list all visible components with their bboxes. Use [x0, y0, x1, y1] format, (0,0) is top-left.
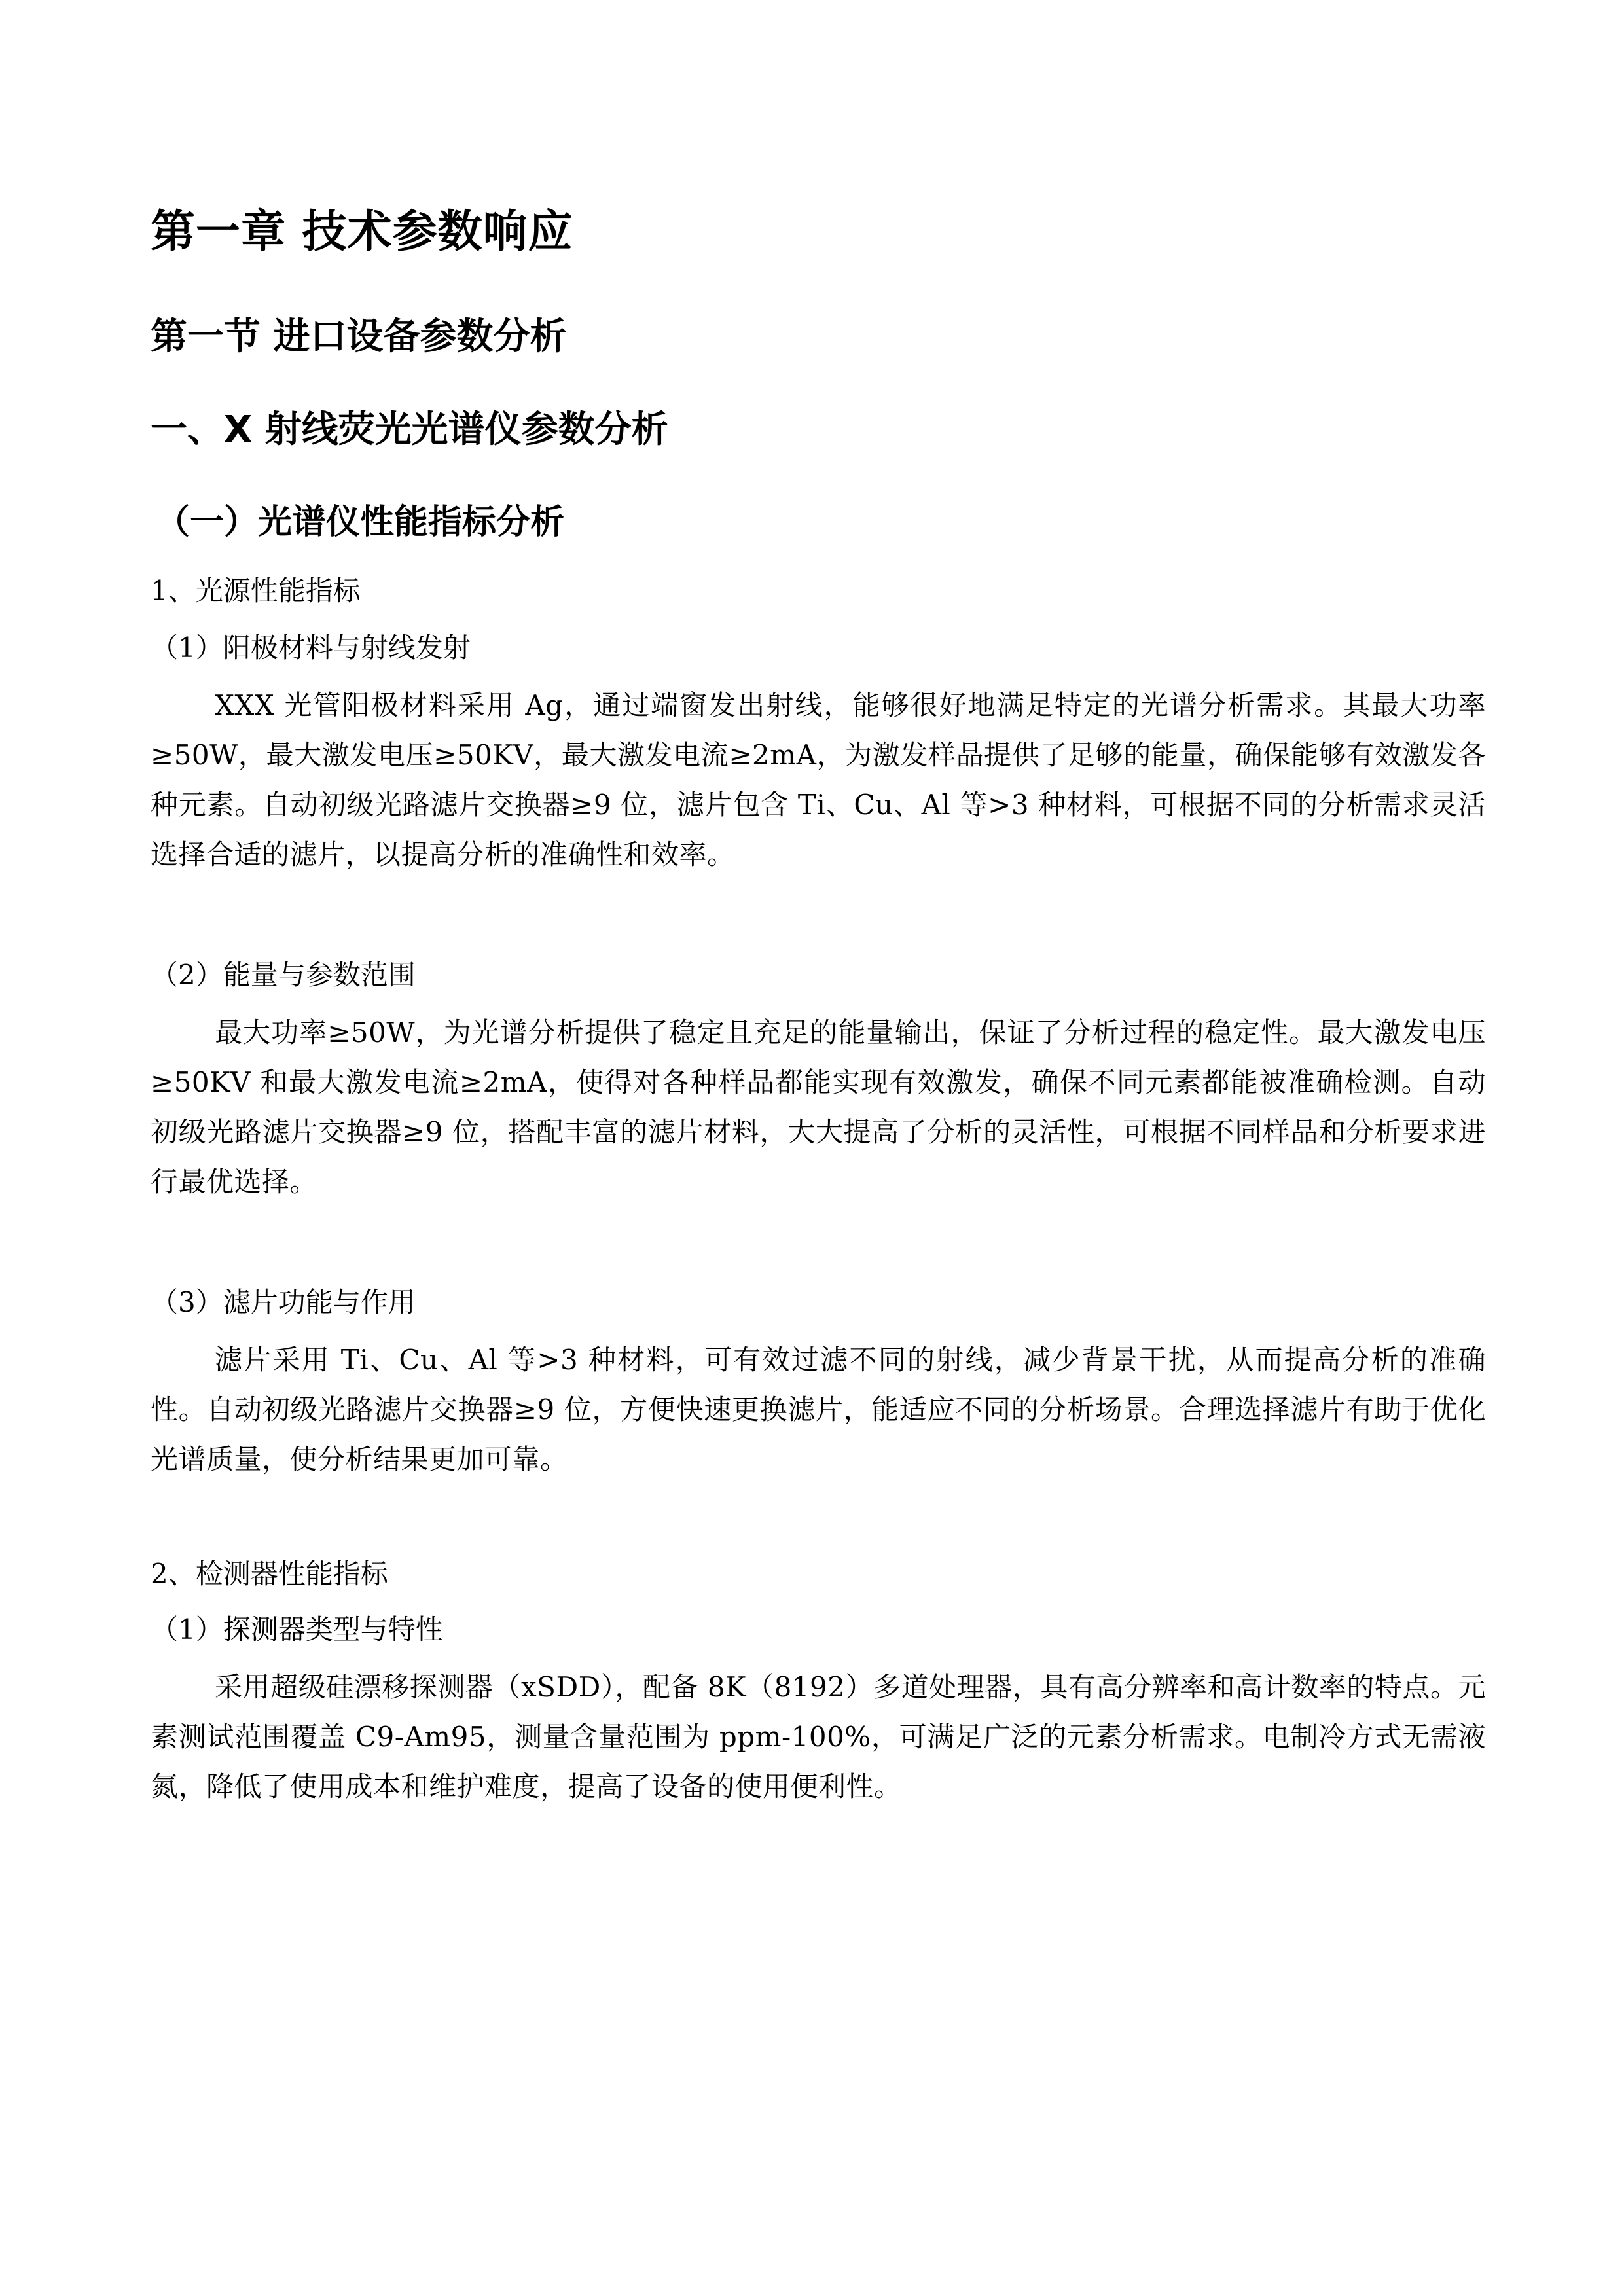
section-title: 第一节 进口设备参数分析 — [151, 315, 567, 358]
paragraph-energy-range: 最大功率≥50W，为光谱分析提供了稳定且充足的能量输出，保证了分析过程的稳定性。最大激发电压≥50KV 和最大激发电流≥2mA，使得对各种样品都能实现有效激发，确保不同元素都能被准确检测。自动初级光路滤片交换器≥9 位，搭配丰富的滤片材料，大大提高了分析的灵活性，可根据不同样品和分析要求进行最优选择。 — [151, 1016, 1486, 1198]
subsection-title: 一、X 射线荧光光谱仪参数分析 — [151, 408, 668, 451]
subitem-heading-detector-type: （1）探测器类型与特性 — [151, 1613, 443, 1645]
subitem-heading-energy-range: （2）能量与参数范围 — [151, 959, 416, 991]
chapter-title: 第一章 技术参数响应 — [151, 206, 573, 258]
paragraph-filter-function: 滤片采用 Ti、Cu、Al 等>3 种材料，可有效过滤不同的射线，减少背景干扰，从而提高分析的准确性。自动初级光路滤片交换器≥9 位，方便快速更换滤片，能适应不同的分析场景。合理选择滤片有助于优化光谱质量，使分析结果更加可靠。 — [151, 1344, 1486, 1475]
item-heading-light-source: 1、光源性能指标 — [151, 575, 361, 607]
subitem-heading-anode-material: （1）阳极材料与射线发射 — [151, 632, 471, 664]
part-title: （一）光谱仪性能指标分析 — [156, 503, 565, 542]
subitem-heading-filter-function: （3）滤片功能与作用 — [151, 1286, 416, 1318]
item-heading-detector: 2、检测器性能指标 — [151, 1558, 388, 1590]
paragraph-detector-type: 采用超级硅漂移探测器（xSDD），配备 8K（8192）多道处理器，具有高分辨率和高计数率的特点。元素测试范围覆盖 C9-Am95，测量含量范围为 ppm-100%，可满足广泛的元素分析需求。电制冷方式无需液氮，降低了使用成本和维护难度，提高了设备的使用便利性。 — [151, 1671, 1486, 1803]
paragraph-anode-material: XXX 光管阳极材料采用 Ag，通过端窗发出射线，能够很好地满足特定的光谱分析需求。其最大功率≥50W，最大激发电压≥50KV，最大激发电流≥2mA，为激发样品提供了足够的能量，确保能够有效激发各种元素。自动初级光路滤片交换器≥9 位，滤片包含 Ti、Cu、Al 等>3 种材料，可根据不同的分析需求灵活选择合适的滤片，以提高分析的准确性和效率。 — [151, 689, 1486, 870]
